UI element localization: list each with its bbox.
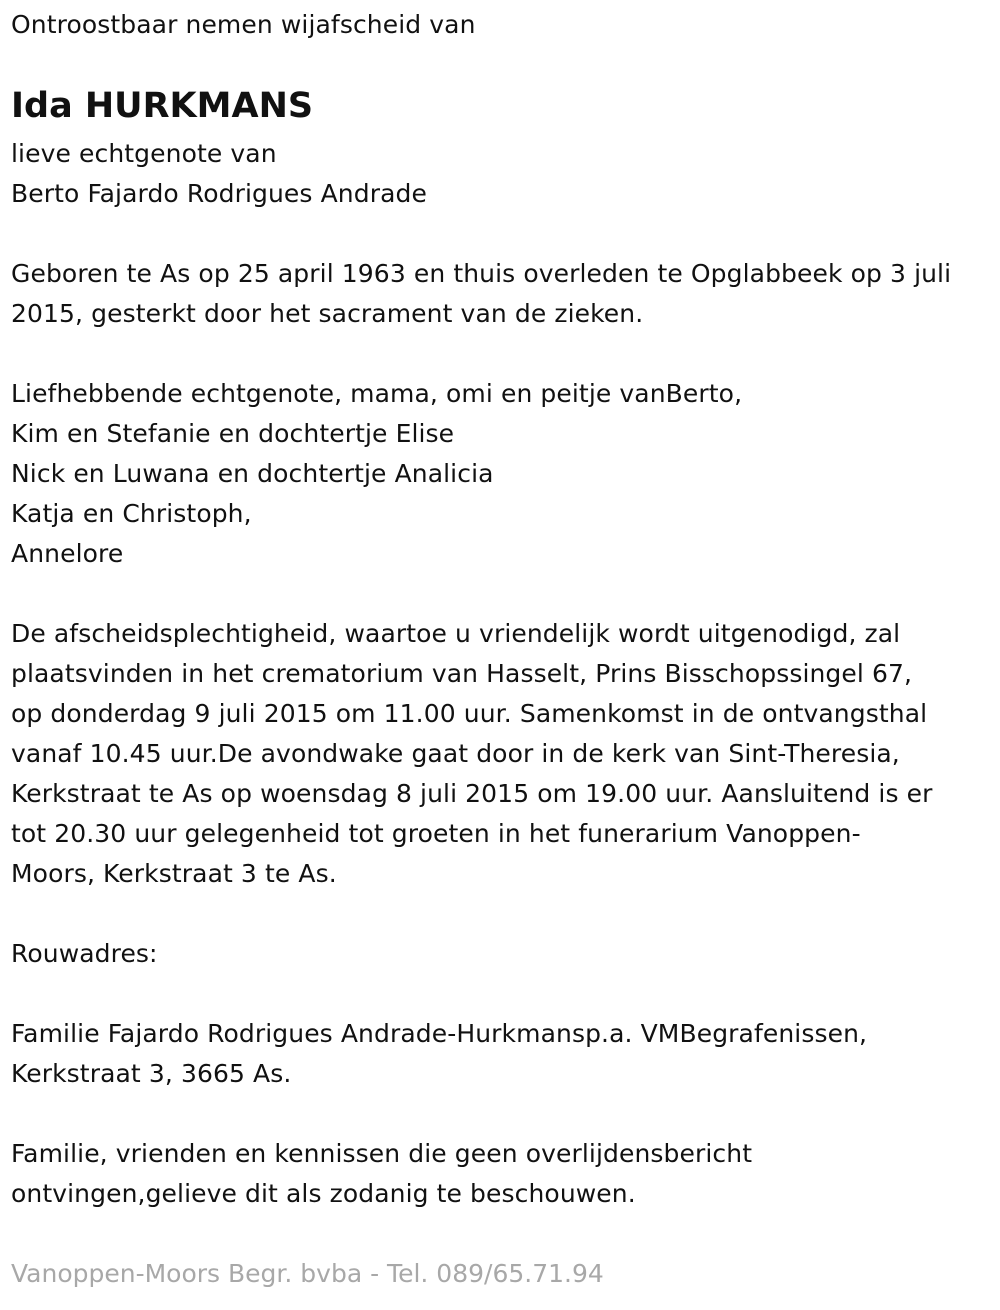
- family-line: Annelore: [11, 539, 124, 568]
- notice-line: ontvingen,gelieve dit als zodanig te beschouwen.: [11, 1179, 636, 1208]
- birth-death-section: [11, 254, 951, 334]
- family-line: Nick en Luwana en dochtertje Analicia: [11, 459, 494, 488]
- ceremony-section: [11, 614, 932, 894]
- ceremony-line: De afscheidsplechtigheid, waartoe u vriendelijk wordt uitgenodigd, zal: [11, 619, 901, 648]
- family-line: Kim en Stefanie en dochtertje Elise: [11, 419, 455, 448]
- intro-text: Ontroostbaar nemen wijafscheid van: [11, 10, 476, 39]
- deceased-name: Ida HURKMANS: [11, 86, 314, 126]
- ceremony-line: op donderdag 9 juli 2015 om 11.00 uur. Samenkomst in de ontvangsthal: [11, 699, 928, 728]
- address-label: Rouwadres:: [11, 939, 158, 968]
- birth-line: Geboren te As op 25 april 1963 en thuis overleden te Opglabbeek op 3 juli: [11, 259, 952, 288]
- address-section: [11, 1014, 867, 1094]
- ceremony-line: plaatsvinden in het crematorium van Hasselt, Prins Bisschopssingel 67,: [11, 659, 913, 688]
- spouse-line: lieve echtgenote van: [11, 139, 277, 168]
- spouse-section: [11, 134, 427, 214]
- notice-line: Familie, vrienden en kennissen die geen overlijdensbericht: [11, 1139, 753, 1168]
- ceremony-line: vanaf 10.45 uur.De avondwake gaat door in de kerk van Sint-Theresia,: [11, 739, 900, 768]
- ceremony-line: Moors, Kerkstraat 3 te As.: [11, 859, 337, 888]
- birth-line: 2015, gesterkt door het sacrament van de zieken.: [11, 299, 644, 328]
- address-line: Kerkstraat 3, 3665 As.: [11, 1059, 292, 1088]
- ceremony-line: tot 20.30 uur gelegenheid tot groeten in het funerarium Vanoppen-: [11, 819, 861, 848]
- family-line: Liefhebbende echtgenote, mama, omi en peitje vanBerto,: [11, 379, 743, 408]
- family-section: [11, 374, 742, 574]
- ceremony-line: Kerkstraat te As op woensdag 8 juli 2015 om 19.00 uur. Aansluitend is er: [11, 779, 933, 808]
- spouse-line: Berto Fajardo Rodrigues Andrade: [11, 179, 427, 208]
- funeral-home-footer: Vanoppen-Moors Begr. bvba - Tel. 089/65.71.94: [11, 1259, 604, 1288]
- address-label-section: [11, 934, 158, 974]
- address-line: Familie Fajardo Rodrigues Andrade-Hurkmansp.a. VMBegrafenissen,: [11, 1019, 868, 1048]
- family-line: Katja en Christoph,: [11, 499, 252, 528]
- notice-section: [11, 1134, 752, 1214]
